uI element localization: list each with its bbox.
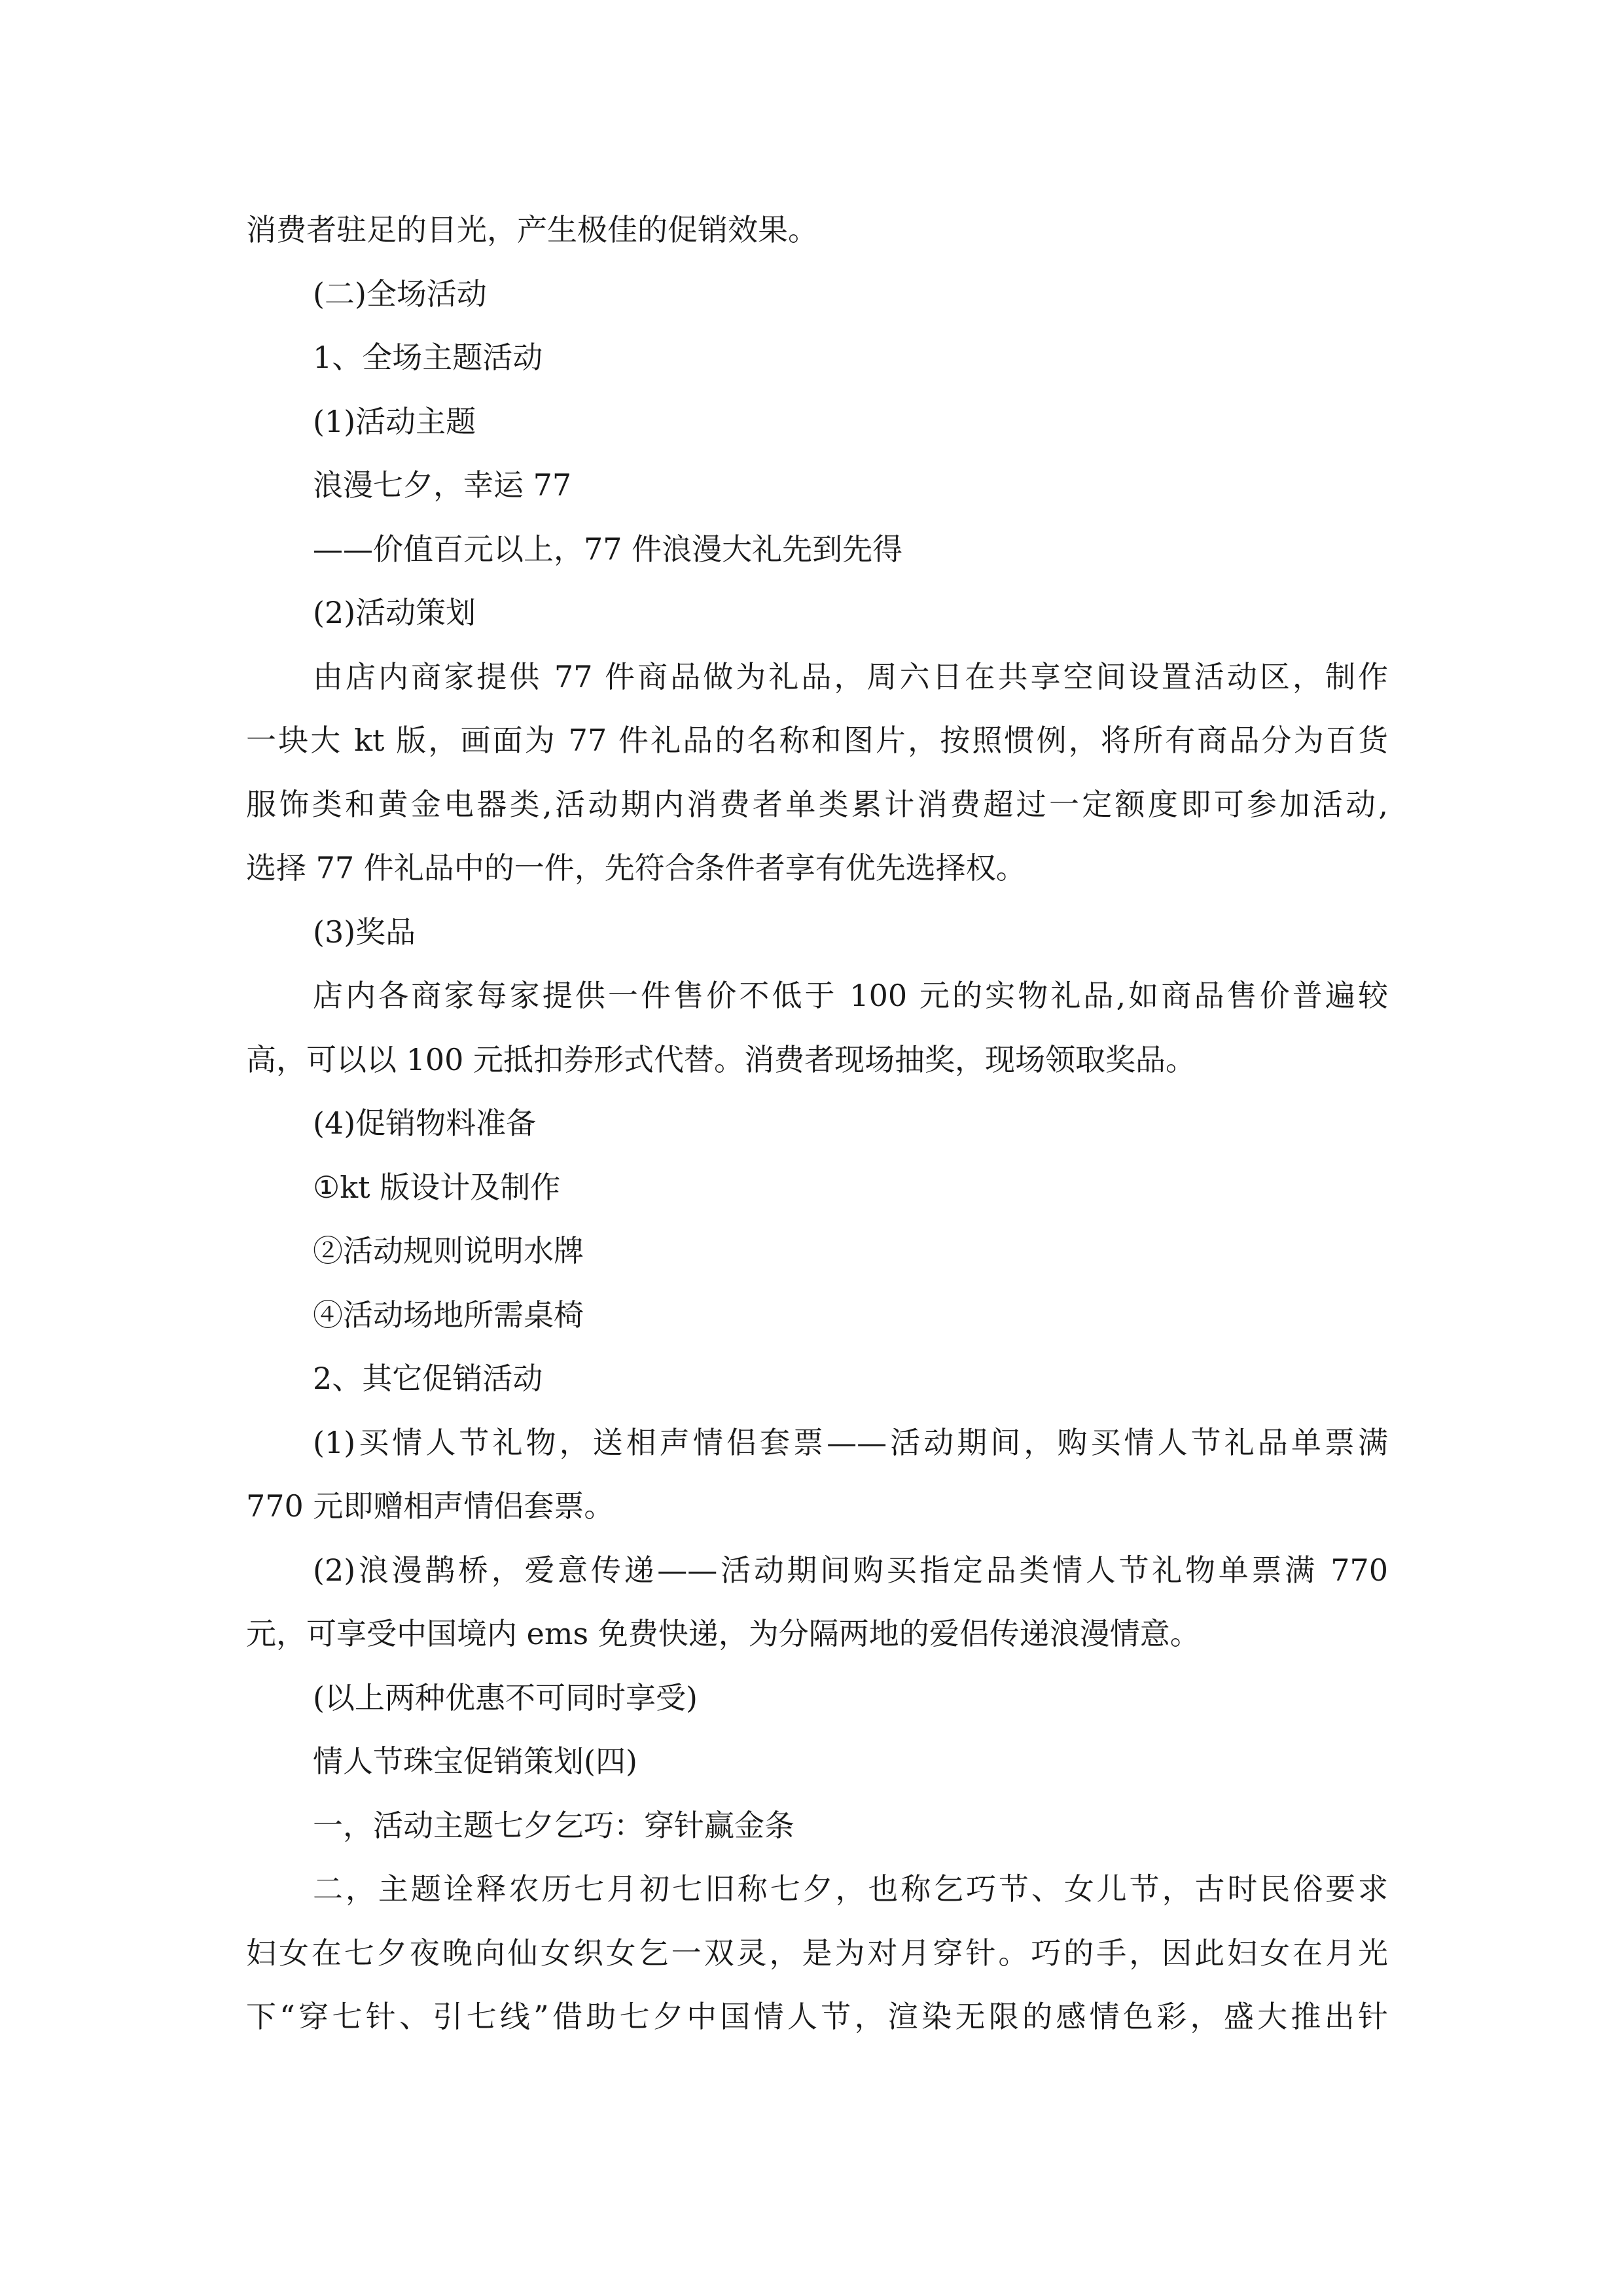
text-line: 选择 77 件礼品中的一件，先符合条件者享有优先选择权。 — [246, 850, 1026, 886]
subsection-heading: 2、其它促销活动 — [313, 1361, 543, 1396]
text-line: 下“穿七针、引七线”借助七夕中国情人节，渲染无限的感情色彩，盛大推出针 — [246, 1999, 1388, 2034]
text-line: (1)买情人节礼物，送相声情侣套票——活动期间，购买情人节礼品单票满 — [313, 1424, 1388, 1460]
item-heading: (3)奖品 — [313, 914, 416, 950]
text-line: 服饰类和黄金电器类,活动期内消费者单类累计消费超过一定额度即可参加活动, — [246, 786, 1388, 822]
text-line: 妇女在七夕夜晚向仙女织女乞一双灵，是为对月穿针。巧的手，因此妇女在月光 — [246, 1935, 1388, 1971]
subsection-heading: 1、全场主题活动 — [313, 340, 543, 375]
document-page — [246, 198, 1388, 2049]
text-line: 消费者驻足的目光，产生极佳的促销效果。 — [246, 212, 818, 247]
section-title: 情人节珠宝促销策划(四) — [313, 1744, 637, 1779]
text-line: 由店内商家提供 77 件商品做为礼品，周六日在共享空间设置活动区，制作 — [313, 658, 1388, 694]
item-heading: (2)活动策划 — [313, 595, 476, 630]
list-item: ②活动规则说明水牌 — [313, 1233, 584, 1268]
item-heading: (1)活动主题 — [313, 403, 476, 439]
note-line: (以上两种优惠不可同时享受) — [313, 1679, 698, 1715]
text-line: 二，主题诠释农历七月初七旧称七夕，也称乞巧节、女儿节，古时民俗要求 — [313, 1871, 1388, 1907]
text-line: 浪漫七夕，幸运 77 — [313, 467, 572, 503]
list-item: ①kt 版设计及制作 — [313, 1169, 561, 1205]
text-line: (2)浪漫鹊桥，爱意传递——活动期间购买指定品类情人节礼物单票满 770 — [313, 1552, 1388, 1588]
item-heading: (4)促销物料准备 — [313, 1105, 537, 1141]
text-line: 店内各商家每家提供一件售价不低于 100 元的实物礼品,如商品售价普遍较 — [313, 978, 1388, 1013]
list-item: ④活动场地所需桌椅 — [313, 1297, 584, 1333]
text-line: ——价值百元以上，77 件浪漫大礼先到先得 — [313, 531, 903, 567]
text-line: 770 元即赠相声情侣套票。 — [246, 1488, 615, 1524]
text-line: 一块大 kt 版，画面为 77 件礼品的名称和图片，按照惯例，将所有商品分为百货 — [246, 723, 1388, 758]
text-line: 一，活动主题七夕乞巧：穿针赢金条 — [313, 1807, 794, 1843]
text-line: 元，可享受中国境内 ems 免费快递，为分隔两地的爱侣传递浪漫情意。 — [246, 1616, 1200, 1651]
section-heading: (二)全场活动 — [313, 276, 487, 312]
text-line: 高，可以以 100 元抵扣券形式代替。消费者现场抽奖，现场领取奖品。 — [246, 1041, 1196, 1077]
